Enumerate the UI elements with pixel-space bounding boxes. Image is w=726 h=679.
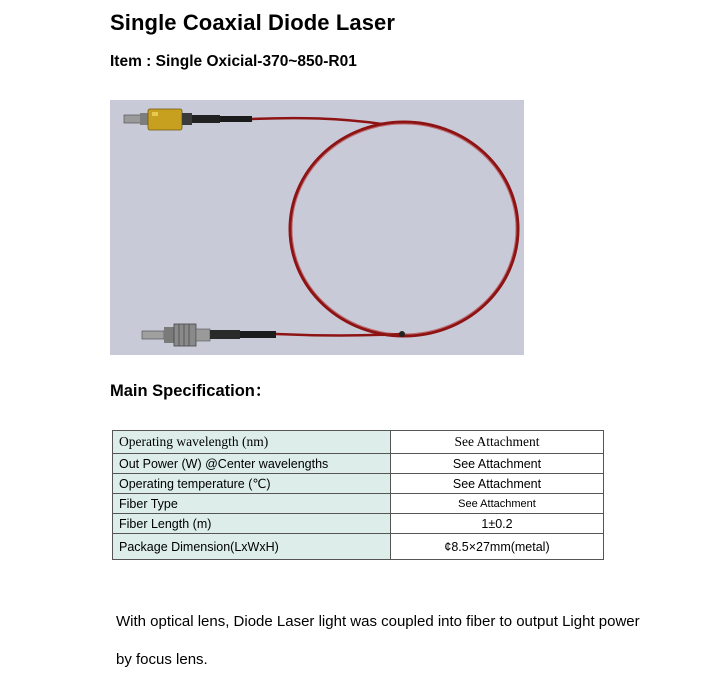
spec-value: ¢8.5×27mm(metal) <box>391 534 604 560</box>
spec-value: See Attachment <box>391 494 604 514</box>
table-row <box>113 534 604 560</box>
product-photo <box>110 100 524 355</box>
spec-label: Fiber Length (m) <box>113 514 391 534</box>
spec-label: Operating wavelength (nm) <box>113 431 391 454</box>
table-row <box>113 494 604 514</box>
page-title: Single Coaxial Diode Laser <box>110 10 396 35</box>
spec-heading: Main Specification： <box>110 382 272 400</box>
spec-label: Package Dimension(LxWxH) <box>113 534 391 560</box>
spec-label: Out Power (W) @Center wavelengths <box>113 454 391 474</box>
spec-value: 1±0.2 <box>391 514 604 534</box>
spec-value: See Attachment <box>391 454 604 474</box>
spec-label: Operating temperature (℃) <box>113 474 391 494</box>
table-row <box>113 431 604 454</box>
spec-table <box>112 430 604 560</box>
table-row <box>113 514 604 534</box>
spec-value: See Attachment <box>391 431 604 454</box>
item-code: Item : Single Oxicial-370~850-R01 <box>110 53 357 70</box>
fiber-lead-bottom <box>276 334 402 336</box>
spec-label: Fiber Type <box>113 494 391 514</box>
description-paragraph: With optical lens, Diode Laser light was coupled into fiber to output Light power by focus lens. <box>116 613 640 668</box>
table-row <box>113 474 604 494</box>
spec-value: See Attachment <box>391 474 604 494</box>
table-row <box>113 454 604 474</box>
